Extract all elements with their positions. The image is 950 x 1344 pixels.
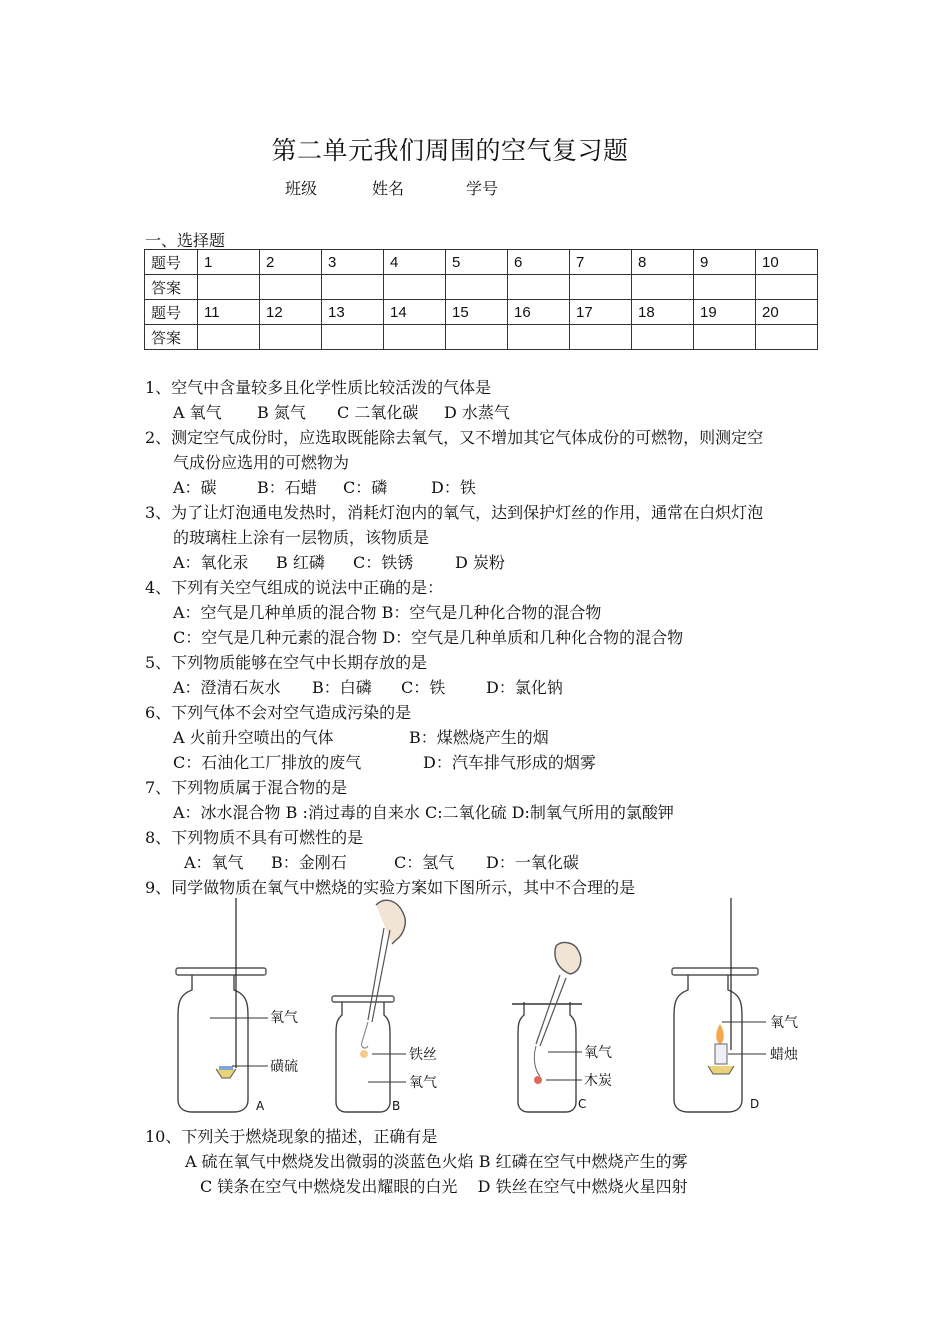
option-c: C：铁 [401, 678, 446, 697]
question-number: 15 [446, 300, 508, 325]
question-2-stem-cont: 气成份应选用的可燃物为 [173, 453, 350, 472]
question-number: 11 [198, 300, 260, 325]
question-number: 1 [198, 250, 260, 275]
label-d2: 蜡烛 [770, 1047, 798, 1063]
question-number: 2 [260, 250, 322, 275]
question-number: 8 [632, 250, 694, 275]
question-number: 17 [570, 300, 632, 325]
row-header: 题号 [145, 250, 198, 275]
question-2-stem: 2、测定空气成份时，应选取既能除去氧气，又不增加其它气体成份的可燃物，则测定空 [145, 428, 764, 447]
option-a: A 火前升空喷出的气体 [173, 728, 334, 747]
question-4-options-line2: C：空气是几种元素的混合物 D：空气是几种单质和几种化合物的混合物 [173, 628, 684, 647]
question-10-stem: 10、下列关于燃烧现象的描述，正确有是 [145, 1127, 438, 1146]
question-1-stem: 1、空气中含量较多且化学性质比较活泼的气体是 [145, 378, 492, 397]
option-d: D 炭粉 [455, 553, 505, 572]
question-number: 18 [632, 300, 694, 325]
option-d: D：铁 [431, 478, 476, 497]
number-label: 学号 [466, 179, 499, 198]
option-a: A：碳 [173, 478, 217, 497]
option-c: C：铁锈 [353, 553, 414, 572]
class-label: 班级 [285, 179, 318, 198]
question-4-options-line1: A：空气是几种单质的混合物 B：空气是几种化合物的混合物 [173, 603, 602, 622]
option-b: B：石蜡 [257, 478, 317, 497]
option-d: D：汽车排气形成的烟雾 [423, 753, 596, 772]
option-a: A：氧化汞 [173, 553, 249, 572]
question-number: 19 [694, 300, 756, 325]
section-heading: 一、选择题 [145, 231, 226, 250]
question-number: 16 [508, 300, 570, 325]
option-c: C 二氧化碳 [337, 403, 419, 422]
option-c: C：石油化工厂排放的废气 [173, 753, 362, 772]
label-b1: 铁丝 [409, 1047, 437, 1063]
question-7-options: A：冰水混合物 B :消过毒的自来水 C:二氧化硫 D:制氧气所用的氯酸钾 [173, 803, 674, 822]
option-b: B：白磷 [312, 678, 372, 697]
label-d1: 氧气 [770, 1015, 798, 1031]
page-title: 第二单元我们周围的空气复习题 [271, 136, 629, 165]
question-4-stem: 4、下列有关空气组成的说法中正确的是： [145, 578, 444, 597]
letter-c: C [578, 1097, 587, 1111]
question-3-stem-cont: 的玻璃柱上涂有一层物质，该物质是 [173, 528, 430, 547]
letter-a: A [256, 1099, 265, 1113]
option-b: B：金刚石 [271, 853, 347, 872]
option-a: A 氧气 [173, 403, 222, 422]
question-number: 9 [694, 250, 756, 275]
jar-b [332, 900, 406, 1112]
question-7-stem: 7、下列物质属于混合物的是 [145, 778, 348, 797]
question-3-stem: 3、为了让灯泡通电发热时，消耗灯泡内的氧气，达到保护灯丝的作用，通常在白炽灯泡 [145, 503, 764, 522]
question-number: 13 [322, 300, 384, 325]
row-header: 答案 [145, 275, 198, 300]
question-10-options-line2: C 镁条在空气中燃烧发出耀眼的白光 D 铁丝在空气中燃烧火星四射 [200, 1177, 688, 1196]
label-c2: 木炭 [584, 1073, 612, 1089]
question-5-stem: 5、下列物质能够在空气中长期存放的是 [145, 653, 428, 672]
question-9-stem: 9、同学做物质在氧气中燃烧的实验方案如下图所示，其中不合理的是 [145, 878, 636, 897]
option-d: D 水蒸气 [444, 403, 510, 422]
option-b: B 氮气 [257, 403, 306, 422]
letter-d: D [750, 1097, 760, 1111]
question-number: 6 [508, 250, 570, 275]
row-header: 答案 [145, 325, 198, 350]
question-number: 12 [260, 300, 322, 325]
option-c: C：磷 [343, 478, 388, 497]
option-a: A：澄清石灰水 [173, 678, 281, 697]
question-number: 20 [756, 300, 818, 325]
option-b: B 红磷 [276, 553, 325, 572]
label-c1: 氧气 [584, 1045, 612, 1061]
option-b: B：煤燃烧产生的烟 [409, 728, 549, 747]
label-a2: 磺硫 [270, 1059, 298, 1075]
jar-a [176, 898, 268, 1112]
name-label: 姓名 [372, 179, 405, 198]
option-d: D：一氧化碳 [486, 853, 579, 872]
question-number: 7 [570, 250, 632, 275]
question-10-options-line1: A 硫在氧气中燃烧发出微弱的淡蓝色火焰 B 红磷在空气中燃烧产生的雾 [185, 1152, 688, 1171]
label-b2: 氧气 [409, 1075, 437, 1091]
option-c: C：氢气 [394, 853, 455, 872]
question-number: 10 [756, 250, 818, 275]
jar-d [672, 898, 766, 1112]
jar-c [512, 943, 582, 1112]
option-a: A：氧气 [184, 853, 244, 872]
question-number: 5 [446, 250, 508, 275]
question-number: 14 [384, 300, 446, 325]
option-d: D：氯化钠 [486, 678, 563, 697]
question-number: 4 [384, 250, 446, 275]
letter-b: B [392, 1099, 401, 1113]
row-header: 题号 [145, 300, 198, 325]
question-6-stem: 6、下列气体不会对空气造成污染的是 [145, 703, 412, 722]
question-8-stem: 8、下列物质不具有可燃性的是 [145, 828, 364, 847]
label-a1: 氧气 [270, 1010, 298, 1026]
question-number: 3 [322, 250, 384, 275]
